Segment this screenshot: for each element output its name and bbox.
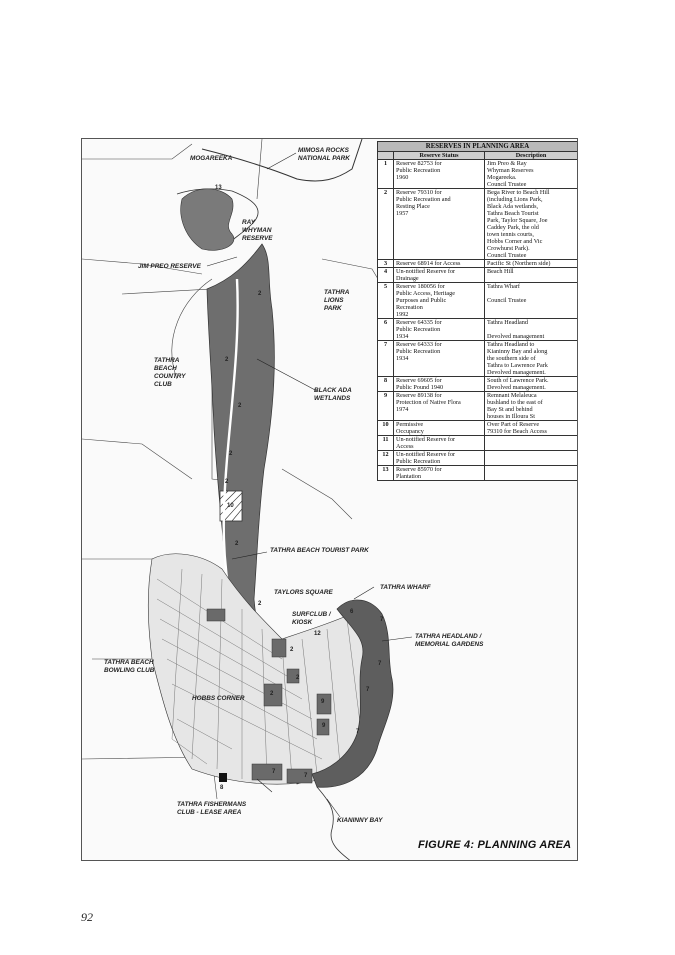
area-number: 7 bbox=[366, 687, 370, 693]
row-number: 13 bbox=[378, 466, 394, 481]
reserve-description: Tathra Headland Devolved management bbox=[485, 319, 578, 341]
reserve-status: Reserve 64333 for Public Recreation 1934 bbox=[394, 341, 485, 377]
area-number: 7 bbox=[304, 773, 308, 779]
header-status: Reserve Status bbox=[394, 152, 485, 160]
reserve-status: Reserve 68914 for Access bbox=[394, 260, 485, 268]
planning-area-figure bbox=[81, 138, 578, 861]
label-black-ada: BLACK ADA WETLANDS bbox=[314, 387, 352, 402]
reserve-status: Un-notified Reserve for Public Recreation bbox=[394, 451, 485, 466]
reserve-status: Un-notified Reserve for Access bbox=[394, 436, 485, 451]
table-row bbox=[378, 421, 578, 436]
label-mimosa-rocks: MIMOSA ROCKS NATIONAL PARK bbox=[298, 147, 350, 162]
table-row bbox=[378, 341, 578, 377]
row-number: 6 bbox=[378, 319, 394, 341]
reserve-description: Pacific St (Northern side) bbox=[485, 260, 578, 268]
label-tathra-lions: TATHRA LIONS PARK bbox=[324, 289, 350, 312]
table-row bbox=[378, 436, 578, 451]
area-number: 12 bbox=[314, 631, 321, 637]
label-headland: TATHRA HEADLAND / MEMORIAL GARDENS bbox=[415, 633, 484, 648]
figure-title: FIGURE 4: PLANNING AREA bbox=[418, 839, 572, 851]
header-description: Description bbox=[485, 152, 578, 160]
reserve-description bbox=[485, 451, 578, 466]
row-number: 2 bbox=[378, 189, 394, 260]
reserve-status: Reserve 69605 for Public Pound 1940 bbox=[394, 377, 485, 392]
reserve-status: Permissive Occupancy bbox=[394, 421, 485, 436]
page-number: 92 bbox=[81, 910, 93, 924]
label-country-club: TATHRA BEACH COUNTRY CLUB bbox=[154, 357, 186, 388]
reserve-area-8 bbox=[219, 773, 227, 782]
table-row bbox=[378, 392, 578, 421]
table-body bbox=[378, 160, 578, 481]
label-surfclub: SURFCLUB / KIOSK bbox=[292, 611, 331, 626]
row-number: 12 bbox=[378, 451, 394, 466]
table-row bbox=[378, 451, 578, 466]
reserve-area-mogareeka bbox=[181, 189, 234, 250]
area-number: 2 bbox=[225, 357, 229, 363]
area-number: 9 bbox=[322, 723, 326, 729]
row-number: 5 bbox=[378, 283, 394, 319]
row-number: 1 bbox=[378, 160, 394, 189]
label-tourist-park: TATHRA BEACH TOURIST PARK bbox=[270, 547, 369, 554]
label-tathra-wharf: TATHRA WHARF bbox=[380, 584, 431, 591]
label-bowling-club: TATHRA BEACH BOWLING CLUB bbox=[104, 659, 155, 674]
reserve-description: Beach Hill bbox=[485, 268, 578, 283]
reserve-description bbox=[485, 436, 578, 451]
reserve-status: Reserve 82753 for Public Recreation 1960 bbox=[394, 160, 485, 189]
area-number: 2 bbox=[296, 675, 300, 681]
reserve-status: Reserve 64335 for Public Recreation 1934 bbox=[394, 319, 485, 341]
reserve-description: Remnant Melaleuca bushland to the east of Bay St and behind houses in Illoura St bbox=[485, 392, 578, 421]
label-hobbs-corner: HOBBS CORNER bbox=[192, 695, 245, 702]
table-row bbox=[378, 319, 578, 341]
area-number: 9 bbox=[321, 699, 325, 705]
table-caption: RESERVES IN PLANNING AREA bbox=[378, 142, 578, 152]
header-no bbox=[378, 152, 394, 160]
table-row bbox=[378, 160, 578, 189]
area-number: 6 bbox=[350, 609, 354, 615]
row-number: 7 bbox=[378, 341, 394, 377]
table-row bbox=[378, 260, 578, 268]
reserve-description: Tathra Wharf Council Trustee bbox=[485, 283, 578, 319]
reserve-description: Over Part of Reserve 79310 for Beach Access bbox=[485, 421, 578, 436]
row-number: 8 bbox=[378, 377, 394, 392]
area-number: 7 bbox=[356, 729, 360, 735]
area-number: 2 bbox=[290, 647, 294, 653]
reserve-description: South of Lawrence Park. Devolved management. bbox=[485, 377, 578, 392]
label-ray-whyman: RAY WHYMAN RESERVE bbox=[242, 219, 273, 242]
area-number: 2 bbox=[235, 541, 239, 547]
area-number: 2 bbox=[258, 291, 262, 297]
label-mogareeka: MOGAREEKA bbox=[190, 155, 233, 162]
reserve-status: Un-notified Reserve for Drainage bbox=[394, 268, 485, 283]
row-number: 3 bbox=[378, 260, 394, 268]
table-row bbox=[378, 466, 578, 481]
row-number: 4 bbox=[378, 268, 394, 283]
reserves-table bbox=[377, 141, 578, 481]
area-number: 7 bbox=[272, 769, 276, 775]
label-kianinny-bay: KIANINNY BAY bbox=[337, 817, 383, 824]
area-number: 13 bbox=[215, 185, 222, 191]
reserve-description: Jim Preo & Ray Whyman Reserves Mogareeka. Council Trustee bbox=[485, 160, 578, 189]
reserve-description: Tathra Headland to Kianinny Bay and along the southern side of Tathra to Lawrence Park Devolved management. bbox=[485, 341, 578, 377]
area-number: 2 bbox=[238, 403, 242, 409]
area-number: 2 bbox=[225, 479, 229, 485]
label-fishermans-club: TATHRA FISHERMANS CLUB - LEASE AREA bbox=[177, 801, 247, 816]
row-number: 9 bbox=[378, 392, 394, 421]
label-jim-preo: JIM PREO RESERVE bbox=[138, 263, 201, 270]
reserve-description: Bega River to Beach Hill (including Lions Park, Black Ada wetlands, Tathra Beach Tourist Park, Taylor Square, Joe Caddey Park, the old town tennis courts, Hobbs Corner and Vic Crowhurst Park). Council Trustee bbox=[485, 189, 578, 260]
table-row bbox=[378, 189, 578, 260]
area-number: 7 bbox=[378, 661, 382, 667]
row-number: 11 bbox=[378, 436, 394, 451]
table-row bbox=[378, 268, 578, 283]
reserve-status: Reserve 89138 for Protection of Native Flora 1974 bbox=[394, 392, 485, 421]
reserve-status: Reserve 79310 for Public Recreation and Resting Place 1957 bbox=[394, 189, 485, 260]
row-number: 10 bbox=[378, 421, 394, 436]
area-number: 2 bbox=[229, 451, 233, 457]
area-number: 8 bbox=[220, 785, 224, 791]
area-number: 10 bbox=[227, 503, 234, 509]
reserve-status: Reserve 85970 for Plantation bbox=[394, 466, 485, 481]
table-row bbox=[378, 377, 578, 392]
table-row bbox=[378, 283, 578, 319]
area-number: 2 bbox=[270, 691, 274, 697]
area-number: 7 bbox=[380, 617, 384, 623]
label-taylors-square: TAYLORS SQUARE bbox=[274, 589, 333, 596]
area-number: 2 bbox=[258, 601, 262, 607]
reserve-status: Reserve 180056 for Public Access, Heritage Purposes and Public Recreation 1992 bbox=[394, 283, 485, 319]
reserve-description bbox=[485, 466, 578, 481]
